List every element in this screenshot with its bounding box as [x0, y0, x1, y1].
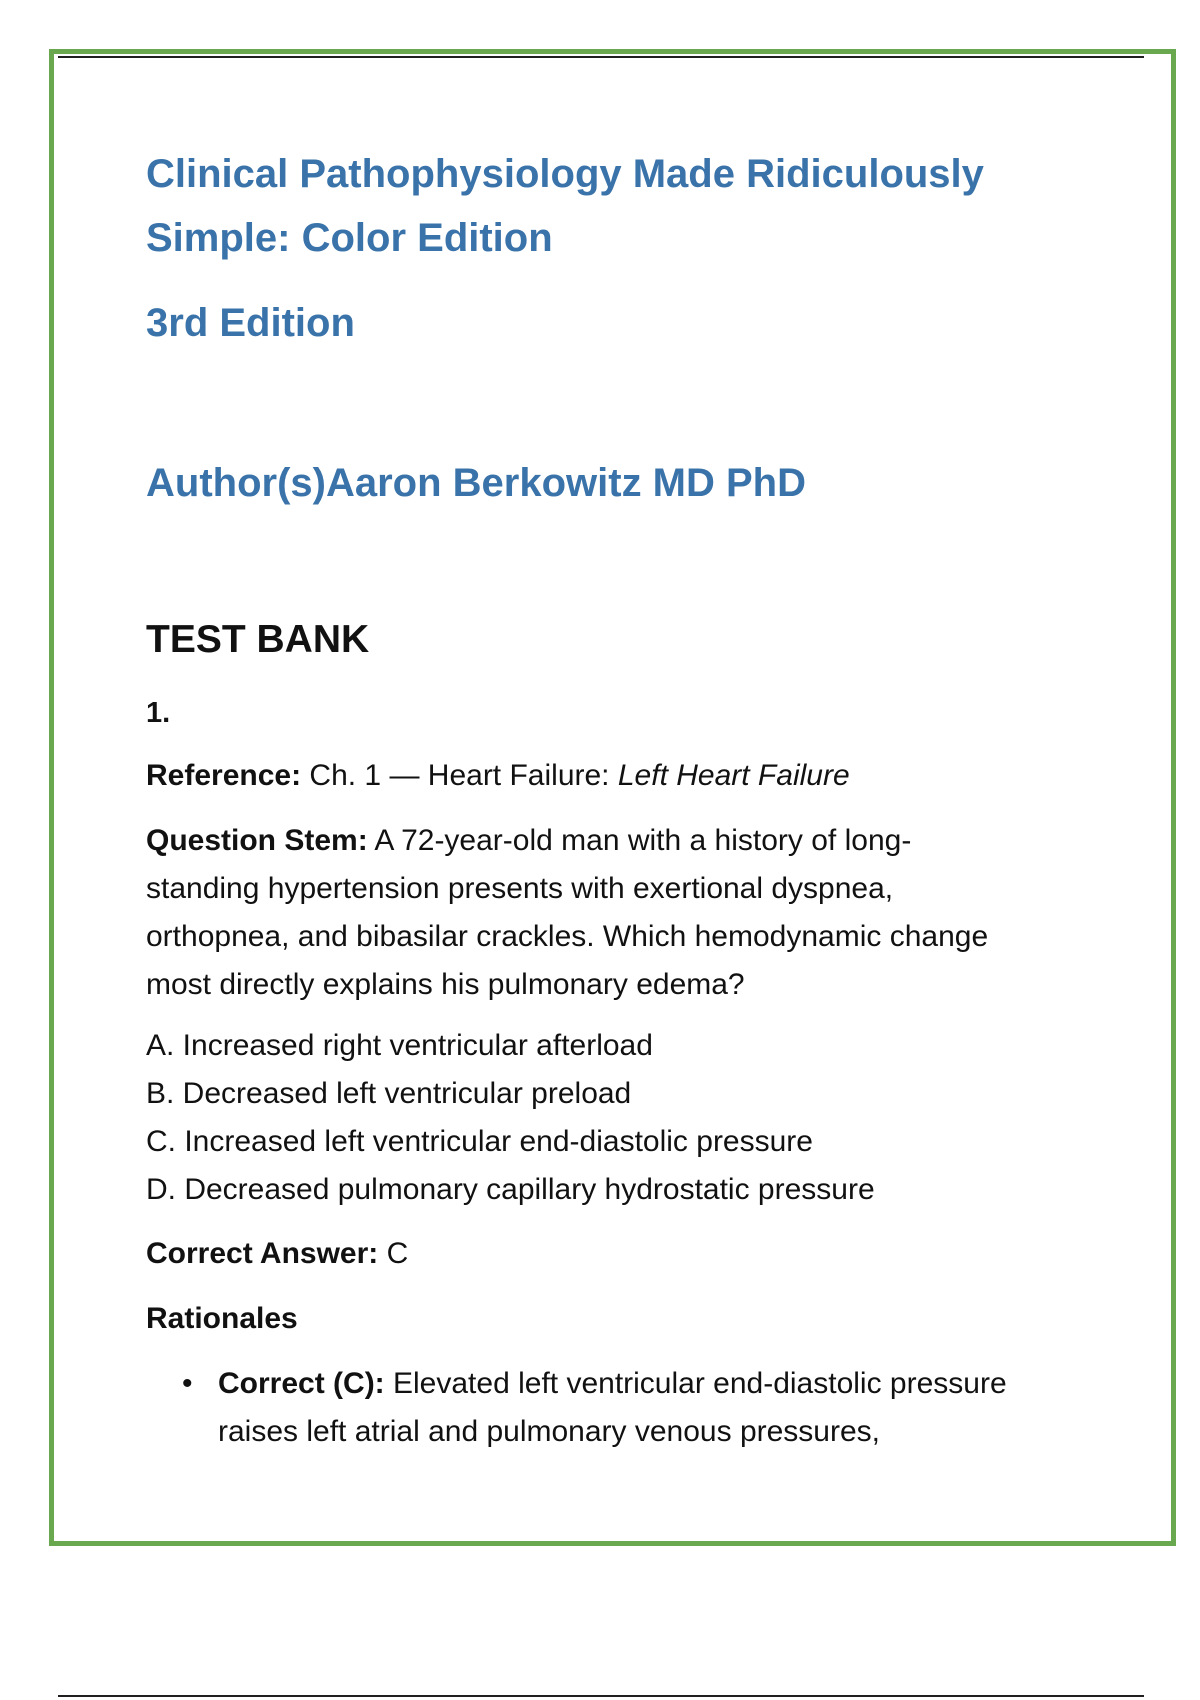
reference-label: Reference:: [146, 759, 302, 792]
section-heading: TEST BANK: [146, 618, 370, 661]
bottom-horizontal-rule: [58, 1695, 1144, 1697]
rationale-text: [218, 1360, 1098, 1456]
book-title-line-2: Simple: Color Edition: [146, 216, 553, 260]
question-reference: [146, 752, 850, 800]
answer-label: Correct Answer:: [146, 1237, 379, 1270]
option-b: B. Decreased left ventricular preload: [146, 1077, 632, 1110]
option-a: A. Increased right ventricular afterload: [146, 1029, 653, 1062]
stem-line-4: most directly explains his pulmonary edema?: [146, 968, 745, 1001]
book-title-line-1: Clinical Pathophysiology Made Ridiculously: [146, 152, 984, 196]
stem-text-1: A 72-year-old man with a history of long-: [367, 824, 912, 857]
stem-label: Question Stem:: [146, 824, 368, 857]
option-d: D. Decreased pulmonary capillary hydrostatic pressure: [146, 1173, 875, 1206]
answer-value: C: [378, 1237, 409, 1270]
bullet-icon: •: [182, 1367, 193, 1400]
reference-topic: Left Heart Failure: [617, 759, 850, 792]
edition-label: 3rd Edition: [146, 301, 355, 345]
question-stem: [146, 817, 1096, 1009]
option-c: C. Increased left ventricular end-diastolic pressure: [146, 1125, 813, 1158]
question-number: 1.: [146, 697, 171, 729]
top-horizontal-rule: [58, 56, 1144, 58]
answer-options: [146, 1022, 875, 1214]
rationale-line-2: raises left atrial and pulmonary venous pressures,: [218, 1415, 880, 1448]
book-title: [146, 142, 1106, 270]
correct-answer: [146, 1230, 408, 1278]
stem-line-2: standing hypertension presents with exertional dyspnea,: [146, 872, 894, 905]
rationale-line-1: [218, 1360, 1098, 1408]
reference-text: Ch. 1 — Heart Failure:: [301, 759, 618, 792]
stem-line-1: [146, 817, 1096, 865]
author-line: Author(s)Aaron Berkowitz MD PhD: [146, 461, 806, 505]
stem-line-3: orthopnea, and bibasilar crackles. Which hemodynamic change: [146, 920, 989, 953]
rationales-heading: Rationales: [146, 1302, 298, 1335]
rationale-text-1: Elevated left ventricular end-diastolic pressure: [384, 1367, 1007, 1400]
rationale-label: Correct (C):: [218, 1367, 385, 1400]
